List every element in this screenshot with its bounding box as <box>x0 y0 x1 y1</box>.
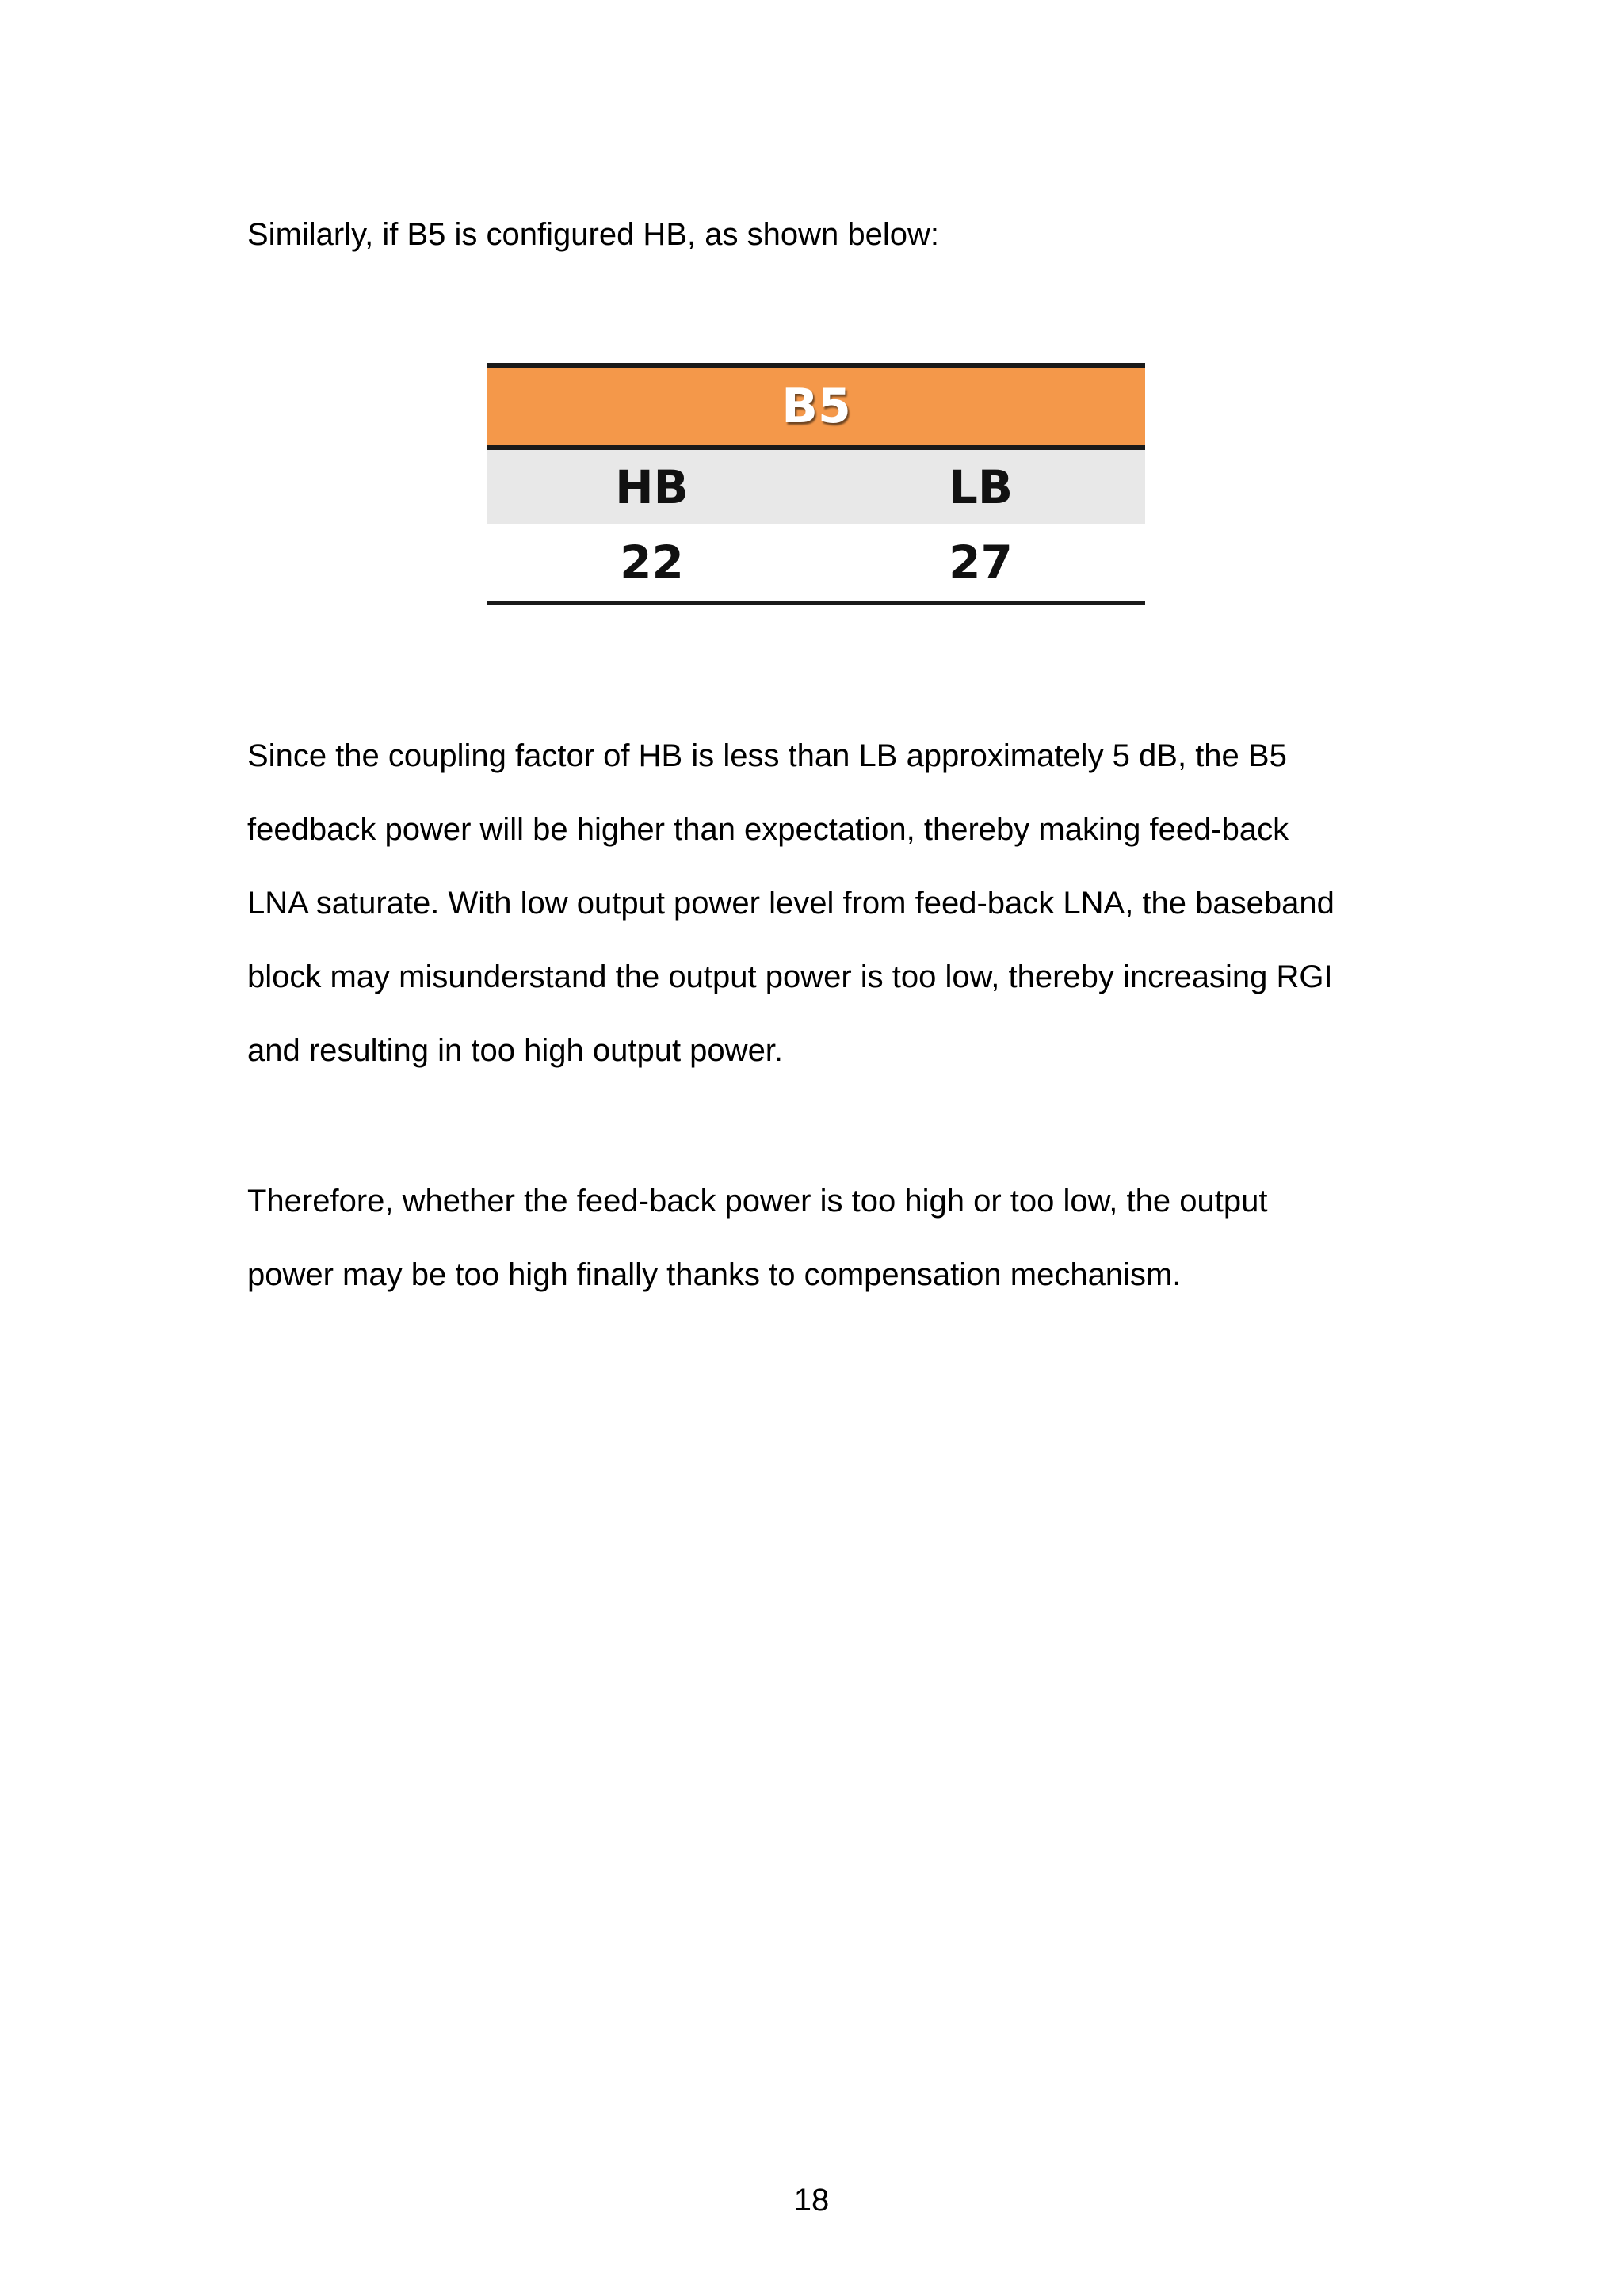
paragraph-line: Therefore, whether the feed-back power is too high or too low, the output <box>247 1184 1268 1219</box>
column-header-hb: HB <box>615 460 689 514</box>
table-row <box>487 524 1145 603</box>
conclusion-paragraph <box>247 1165 1388 1312</box>
paragraph-line: Since the coupling factor of HB is less than LB approximately 5 dB, the B5 <box>247 738 1287 773</box>
value-lb: 27 <box>816 524 1145 603</box>
paragraph-line: power may be too high finally thanks to compensation mechanism. <box>247 1257 1182 1292</box>
intro-paragraph <box>247 198 1388 272</box>
paragraph-line: LNA saturate. With low output power level from feed-back LNA, the baseband <box>247 886 1335 921</box>
table-header-row <box>487 365 1145 448</box>
column-header-lb: LB <box>948 460 1014 514</box>
paragraph-line: feedback power will be higher than expectation, thereby making feed-back <box>247 812 1289 847</box>
value-hb: 22 <box>487 524 816 603</box>
paragraph-line: and resulting in too high output power. <box>247 1033 784 1068</box>
b5-coupling-table <box>487 363 1145 605</box>
table-column-header-row <box>487 448 1145 524</box>
paragraph-line: block may misunderstand the output power is too low, thereby increasing RGI <box>247 959 1333 994</box>
explanation-paragraph <box>247 719 1388 1088</box>
intro-text: Similarly, if B5 is configured HB, as shown below: <box>247 217 939 252</box>
page-number: 18 <box>793 2183 830 2218</box>
table-title: B5 <box>487 365 1145 448</box>
